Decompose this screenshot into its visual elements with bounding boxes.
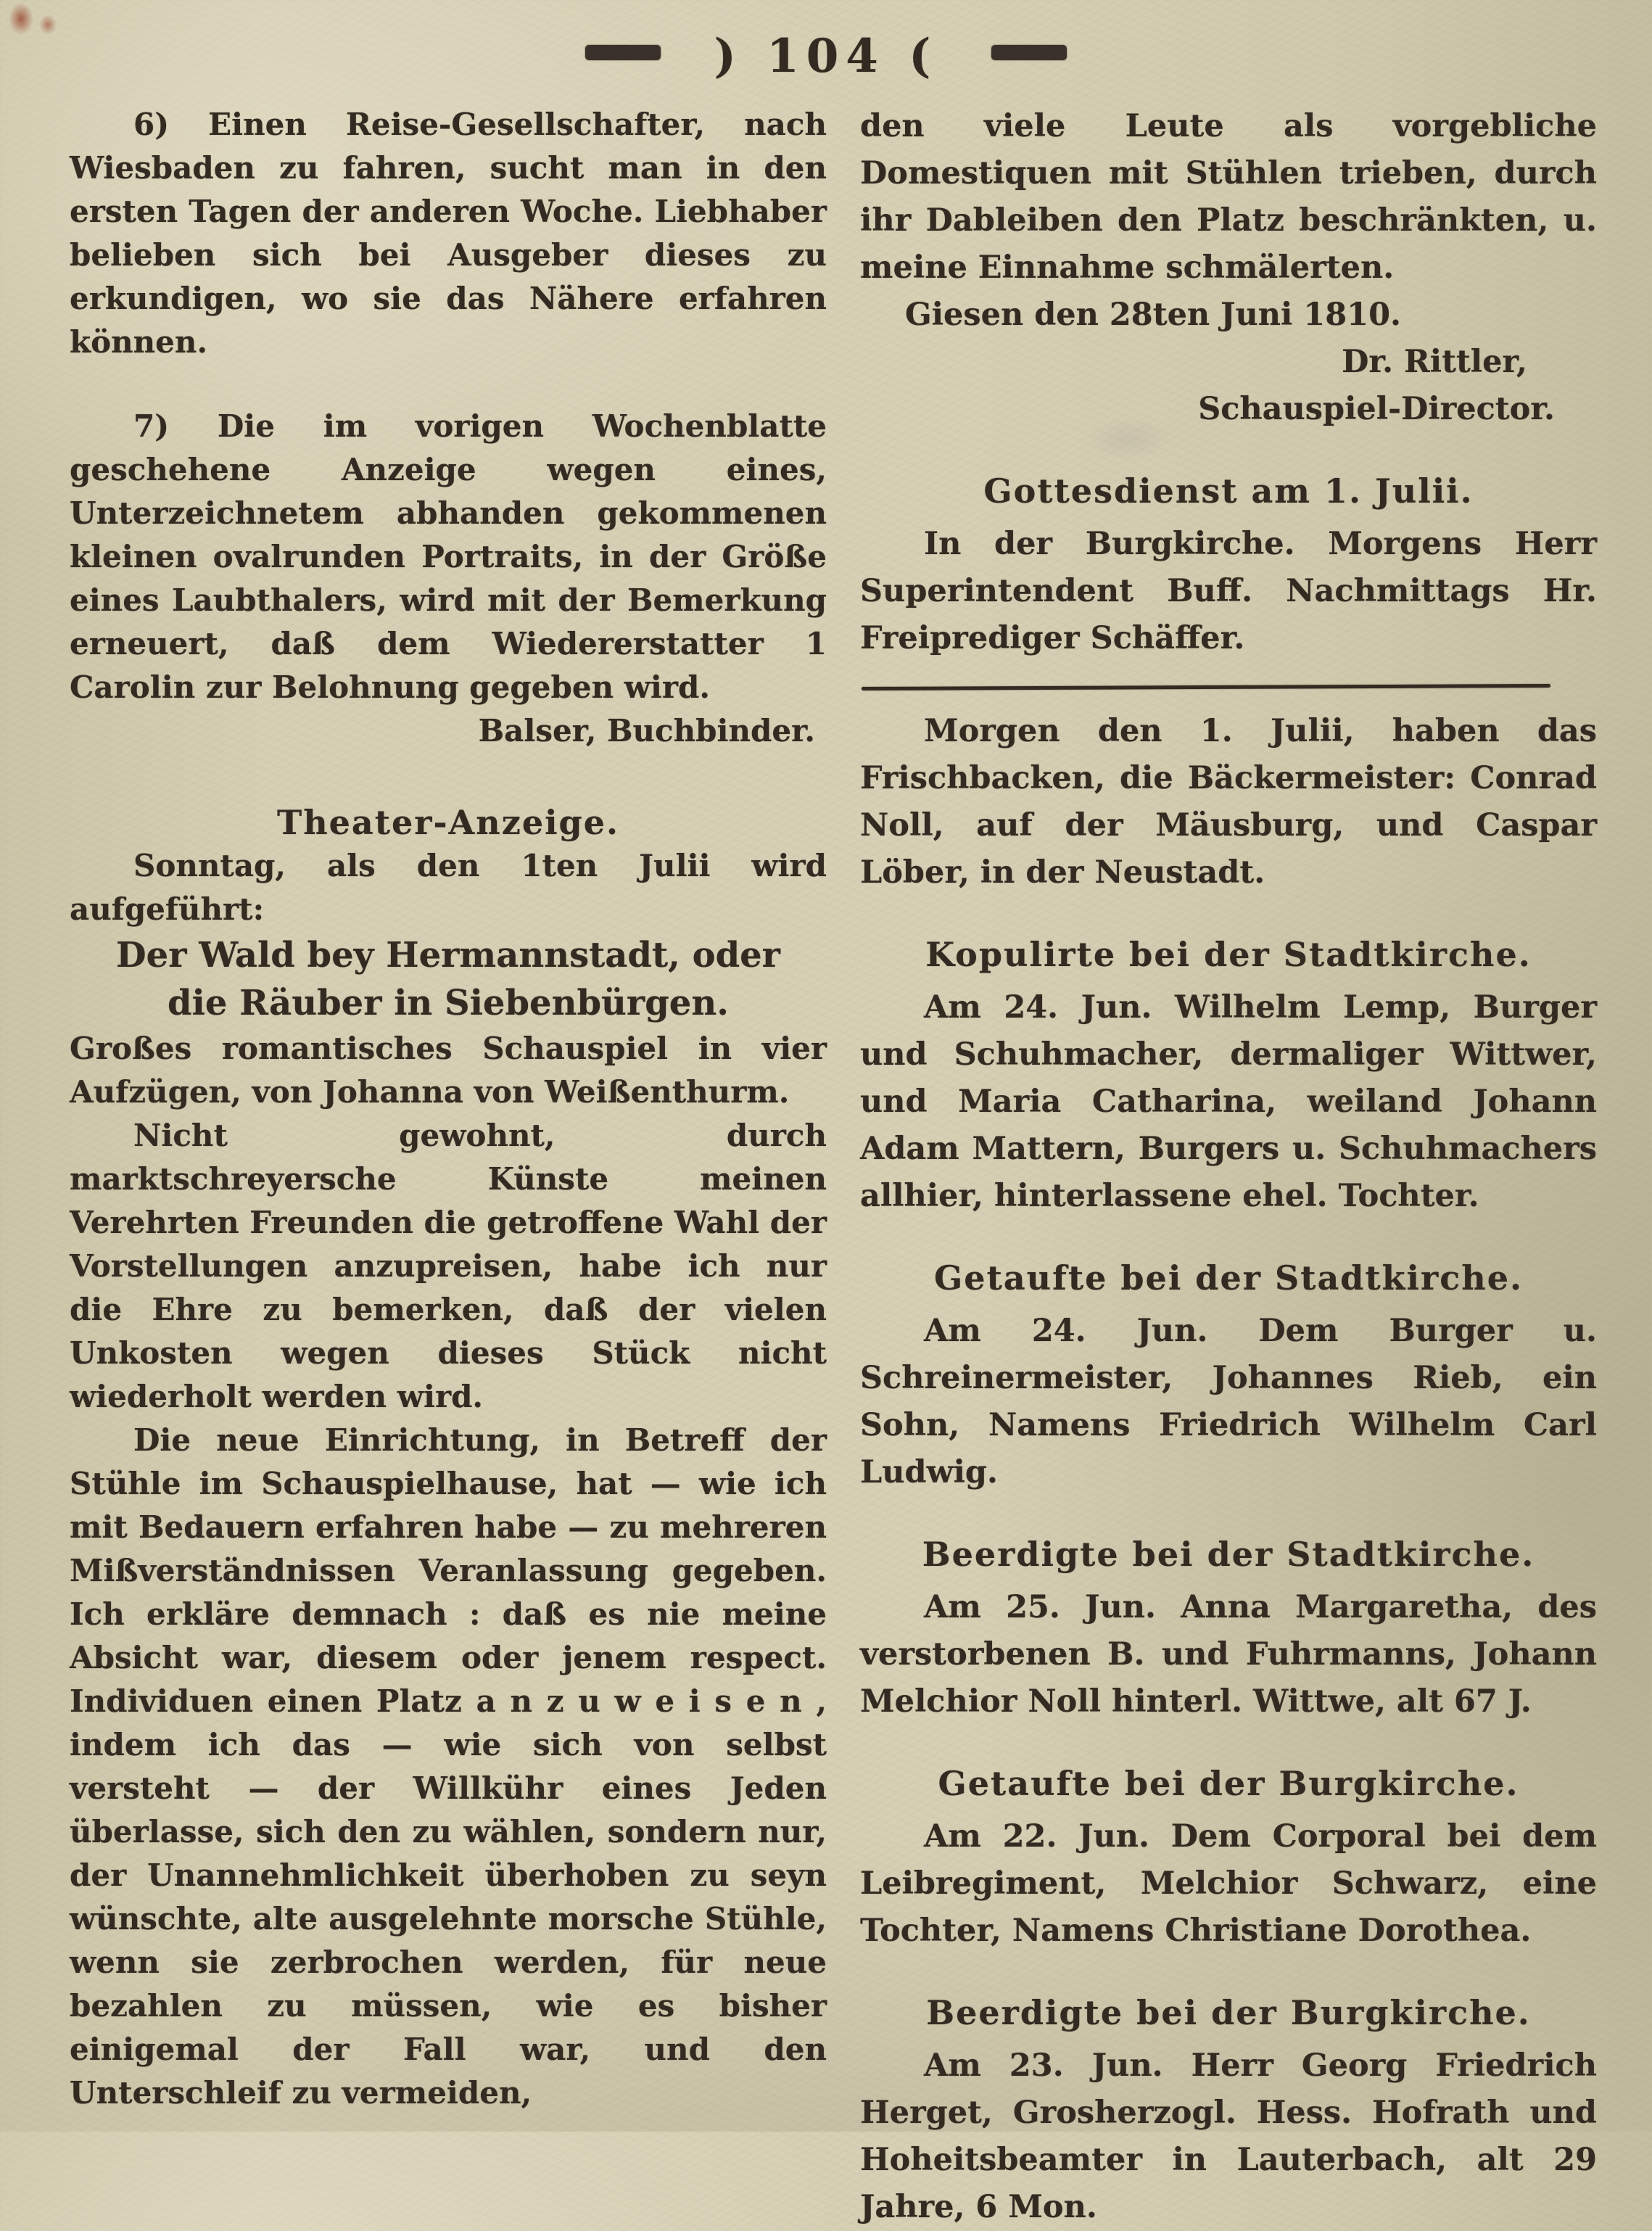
theater-section-heading: Theater-Anzeige. bbox=[276, 803, 620, 842]
director-signature-name: Dr. Rittler, bbox=[1342, 344, 1527, 380]
page-header bbox=[0, 29, 1652, 83]
page-number: ) 104 ( bbox=[714, 29, 938, 83]
play-title-line2: die Räuber in Siebenbürgen. bbox=[168, 983, 729, 1023]
fresh-baking-notice: Morgen den 1. Julii, haben das Frischbacken, die Bäckermeister: Conrad Noll, auf der Mäusburg, und Caspar Löber, in der Neustadt. bbox=[860, 713, 1597, 891]
play-subtitle: Großes romantisches Schauspiel in vier Aufzügen, von Johanna von Weißenthurm. bbox=[70, 1031, 827, 1110]
baptized-burg-church-entry: Am 22. Jun. Dem Corporal bei dem Leibregiment, Melchior Schwarz, eine Tochter, Namens Christiane Dorothea. bbox=[860, 1818, 1597, 1949]
church-service-heading: Gottesdienst am 1. Julii. bbox=[983, 471, 1474, 511]
director-notice-1: Nicht gewohnt, durch marktschreyersche Künste meinen Verehrten Freunden die getroffene Wahl der Vorstellungen anzupreisen, habe ich nur die Ehre zu bemerken, daß der vielen Unkosten wegen dieses Stück nicht wiederholt werden wird. bbox=[70, 1118, 827, 1414]
theater-intro: Sonntag, als den 1ten Julii wird aufgeführt: bbox=[70, 848, 827, 927]
right-column bbox=[860, 103, 1597, 2231]
notice-dateline: Giesen den 28ten Juni 1810. bbox=[905, 297, 1401, 333]
ad7-signature: Balser, Buchbinder. bbox=[478, 713, 815, 749]
baptized-city-church-heading: Getaufte bei der Stadtkirche. bbox=[934, 1258, 1523, 1298]
director-notice-2: Die neue Einrichtung, in Betreff der Stühle im Schauspielhause, hat — wie ich mit Bedauern erfahren habe — zu mehreren Mißverständnissen Veranlassung gegeben. Ich erkläre demnach : daß es nie meine Absicht war, diesem oder jenem respect. Individuen einen Platz a n z u w e i s e n , indem ich das — wie sich von selbst versteht — der Willkühr eines Jeden überlasse, sich den zu wählen, sondern nur, der Unannehmlichkeit überhoben zu seyn wünschte, alte ausgelehnte morsche Stühle, wenn sie zerbrochen werden, für neue bezahlen zu müssen, wie es bisher einigemal der Fall war, und den Unterschleif zu vermeiden, bbox=[70, 1422, 827, 2111]
married-city-church-heading: Kopulirte bei der Stadtkirche. bbox=[925, 935, 1532, 974]
baptized-city-church-entry: Am 24. Jun. Dem Burger u. Schreinermeister, Johannes Rieb, ein Sohn, Namens Friedrich Wilhelm Carl Ludwig. bbox=[860, 1313, 1597, 1490]
buried-city-church-heading: Beerdigte bei der Stadtkirche. bbox=[922, 1535, 1535, 1574]
section-divider-rule bbox=[862, 684, 1550, 690]
married-city-church-entry: Am 24. Jun. Wilhelm Lemp, Burger und Schuhmacher, dermaliger Wittwer, und Maria Catharina, weiland Johann Adam Mattern, Burgers u. Schuhmachers allhier, hinterlassene ehel. Tochter. bbox=[860, 989, 1597, 1214]
church-service-text: In der Burgkirche. Morgens Herr Superintendent Buff. Nachmittags Hr. Freiprediger Schäffer. bbox=[860, 526, 1597, 656]
director-signature-title: Schauspiel-Director. bbox=[1198, 391, 1555, 427]
left-column bbox=[70, 103, 827, 2115]
header-dash-ornament bbox=[585, 45, 661, 60]
director-notice-continuation: den viele Leute als vorgebliche Domestiquen mit Stühlen trieben, durch ihr Dableiben den Platz beschränkten, u. meine Einnahme schmälerten. bbox=[860, 108, 1597, 286]
buried-burg-church-entry: Am 23. Jun. Herr Georg Friedrich Herget, Grosherzogl. Hess. Hofrath und Hoheitsbeamter in Lauterbach, alt 29 Jahre, 6 Mon. bbox=[860, 2048, 1597, 2225]
header-dash-ornament bbox=[991, 45, 1067, 60]
classified-ad-6: 6) Einen Reise-Gesellschafter, nach Wiesbaden zu fahren, sucht man in den ersten Tagen der anderen Woche. Liebhaber belieben sich bei Ausgeber dieses zu erkundigen, wo sie das Nähere erfahren können. bbox=[70, 107, 827, 360]
classified-ad-7: 7) Die im vorigen Wochenblatte geschehene Anzeige wegen eines, Unterzeichnetem abhanden gekommenen kleinen ovalrunden Portraits, in der Größe eines Laubthalers, wird mit der Bemerkung erneuert, daß dem Wiedererstatter 1 Carolin zur Belohnung gegeben wird. bbox=[70, 408, 827, 705]
buried-burg-church-heading: Beerdigte bei der Burgkirche. bbox=[926, 1993, 1531, 2032]
buried-city-church-entry: Am 25. Jun. Anna Margaretha, des verstorbenen B. und Fuhrmanns, Johann Melchior Noll hinterl. Wittwe, alt 67 J. bbox=[860, 1589, 1597, 1720]
play-title-line1: Der Wald bey Hermannstadt, oder bbox=[116, 935, 780, 976]
baptized-burg-church-heading: Getaufte bei der Burgkirche. bbox=[938, 1764, 1519, 1803]
